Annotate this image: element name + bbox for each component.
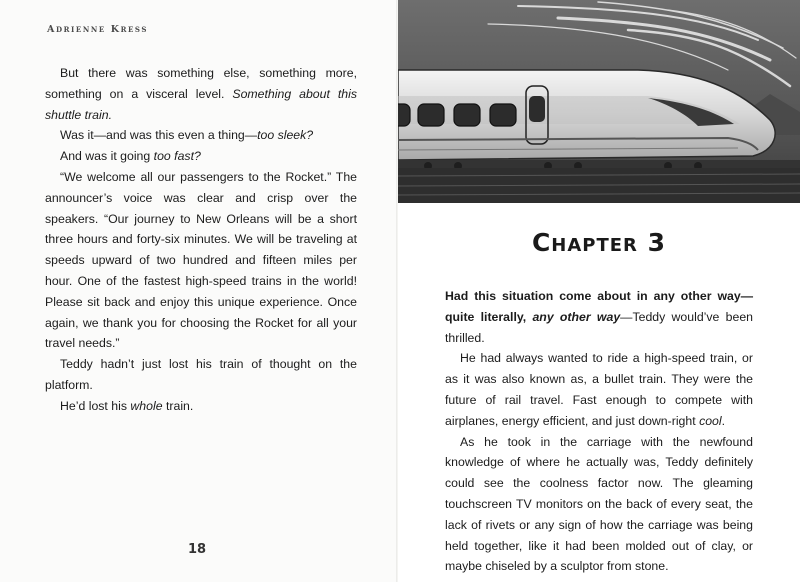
paragraph: But there was something else, something more, something on a visceral level. Something about this shuttle train.: [45, 66, 357, 122]
chapter-title: Chapter 3: [531, 228, 667, 257]
left-page-body: [45, 63, 357, 417]
paragraph: He’d lost his whole train.: [60, 398, 194, 413]
right-page: [398, 0, 800, 582]
paragraph: He had always wanted to ride a high-speed train, or as it was also known as, a bullet train. They were the future of rail travel. Fast enough to compete with airplanes, energy efficient, and just down-right cool.: [445, 351, 753, 428]
running-head: Adrienne Kress: [47, 24, 149, 35]
paragraph: As he took in the carriage with the newfound knowledge of where he actually was, Teddy definitely could see the coolness factor now. The gleaming touchscreen TV monitors on the back of every seat, the lack of rivets or any sign of how the carriage was being held together, like it had been molded out of clay, or maybe chiseled by a sculptor from stone.: [445, 434, 753, 574]
right-page-body: [445, 286, 753, 577]
page-number: 18: [188, 542, 207, 557]
bullet-train-illustration: [398, 0, 800, 203]
left-page: [0, 0, 398, 582]
paragraph: Had this situation come about in any other way—quite literally, any other way—Teddy would’ve been thrilled.: [445, 289, 754, 345]
paragraph: Teddy hadn’t just lost his train of thought on the platform.: [45, 357, 357, 392]
paragraph: And was it going too fast?: [60, 149, 201, 164]
paragraph: Was it—and was this even a thing—too sleek?: [60, 128, 314, 143]
paragraph: “We welcome all our passengers to the Rocket.” The announcer’s voice was clear and crisp over the speakers. “Our journey to New Orleans will be a short three hours and forty-six minutes. We will be traveling at speeds upward of two hundred and fifteen miles per hour. One of the fastest high-speed trains in the world! Please sit back and enjoy this unique experience. Once again, we thank you for choosing the Rocket for all your travel needs.”: [45, 169, 357, 351]
